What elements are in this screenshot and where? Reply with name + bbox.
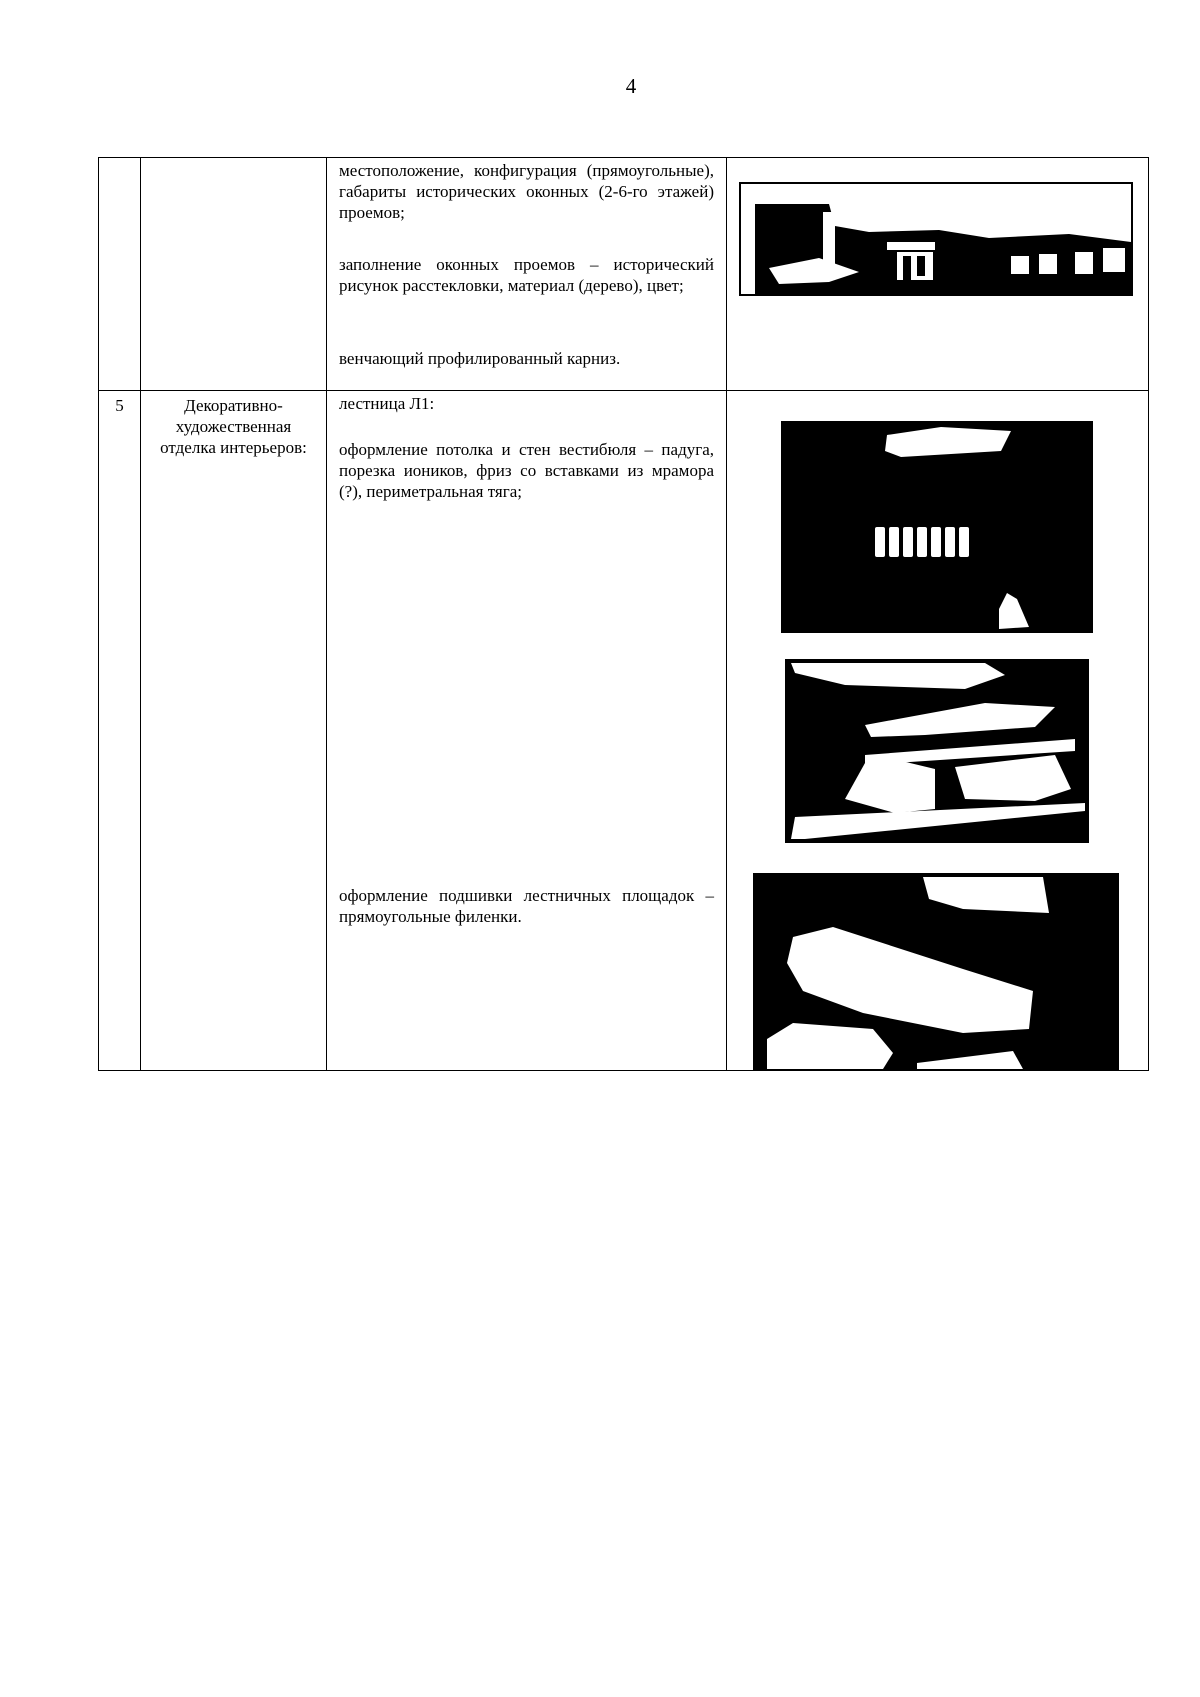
- facade-window-photo: [739, 182, 1133, 296]
- table-row: [99, 158, 1149, 391]
- stair-landing-soffit-photo: [753, 873, 1119, 1071]
- description-cell: [327, 158, 727, 391]
- row-number-cell: 5: [99, 391, 141, 1071]
- cornice-frieze-photo: [785, 659, 1089, 843]
- page-number: 4: [625, 74, 637, 98]
- category-cell: Декоративно-художественная отделка интерьеров:: [141, 391, 327, 1071]
- vestibule-ceiling-photo: [781, 421, 1093, 633]
- photo-cell: [727, 391, 1149, 1071]
- description-cell: [327, 391, 727, 1071]
- description-paragraph: оформление потолка и стен вестибюля – падуга, порезка иоников, фриз со вставками из мрамора (?), периметральная тяга;: [339, 440, 714, 501]
- description-paragraph: местоположение, конфигурация (прямоугольные), габариты исторических оконных (2-6-го этажей) проемов;: [339, 161, 714, 222]
- row-number-cell: [99, 158, 141, 391]
- description-paragraph: лестница Л1:: [339, 394, 435, 413]
- description-paragraph: венчающий профилированный карниз.: [339, 349, 621, 368]
- table-row: [99, 391, 1149, 1071]
- category-cell: [141, 158, 327, 391]
- description-paragraph: заполнение оконных проемов – исторический рисунок расстекловки, материал (дерево), цвет;: [339, 255, 714, 295]
- monument-subject-table: [98, 157, 1149, 1071]
- photo-cell: [727, 158, 1149, 391]
- description-paragraph: оформление подшивки лестничных площадок – прямоугольные филенки.: [339, 886, 714, 926]
